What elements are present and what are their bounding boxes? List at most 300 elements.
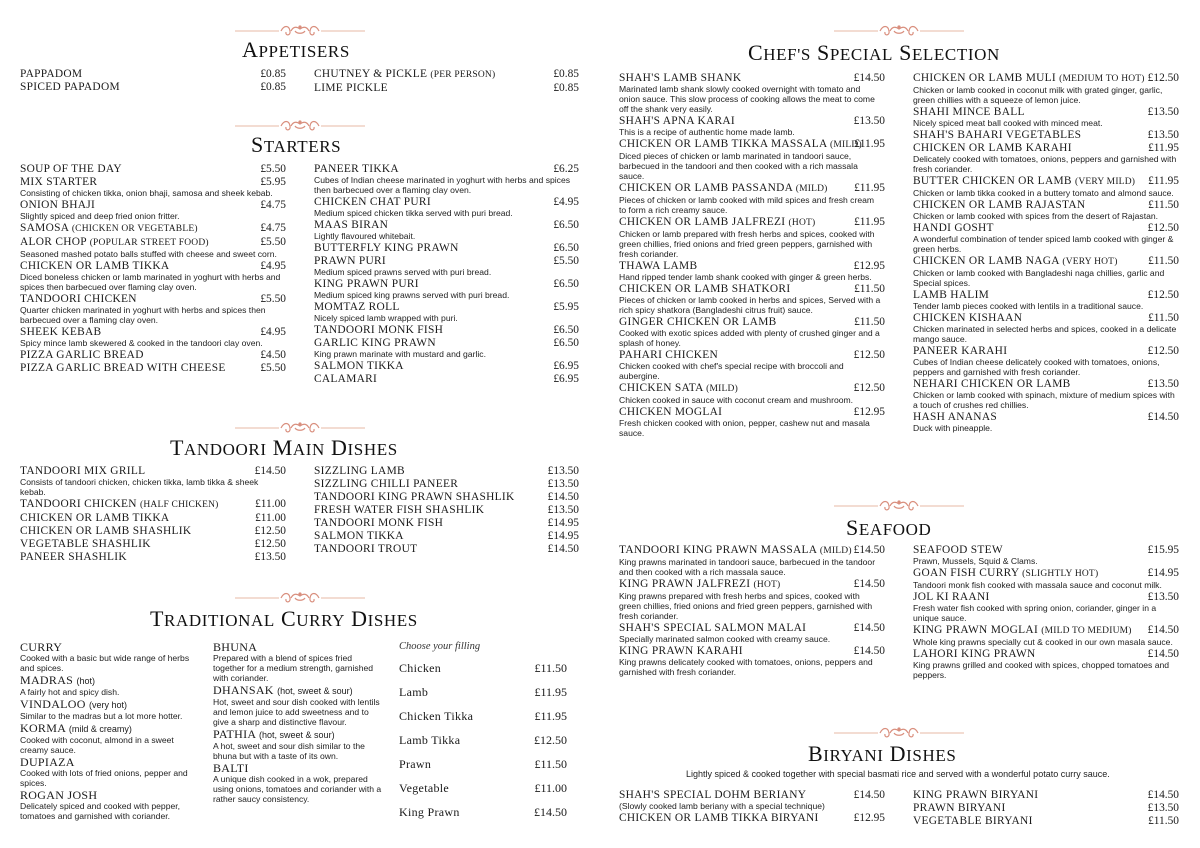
dish-name-text: BUTTER CHICKEN OR LAMB [913,175,1072,187]
dish-price: £12.95 [853,260,885,272]
filling-row [399,757,567,781]
dish-name [20,538,286,550]
curry-style [213,641,385,683]
dish-name [619,216,885,229]
dish-name-text: TANDOORI CHICKEN [20,498,137,510]
dish-name-text: CHICKEN OR LAMB RAJASTAN [913,199,1086,211]
dish-name-text: SHEEK KEBAB [20,326,102,338]
menu-item [314,478,579,490]
dish-name [20,525,286,537]
dish-price: £0.85 [260,81,286,93]
dish-name-text: PANEER SHASHLIK [20,551,127,563]
filling-name: Lamb [399,685,429,699]
dish-name [314,504,579,516]
dish-name [913,591,1179,603]
ornament-divider [235,119,365,133]
dish-name [619,789,885,801]
dish-name-text: TANDOORI MONK FISH [314,517,444,529]
dish-name-text: CHICKEN CHAT PURI [314,196,431,208]
dish-heat-note: (MILD) [795,184,828,194]
chef-special-right [913,72,1179,434]
menu-item [314,373,579,385]
dish-name [20,293,286,305]
curry-style-description: Cooked with coconut, almond in a sweet creamy sauce. [20,735,174,755]
dish-name-text: SHAH'S SPECIAL SALMON MALAI [619,622,807,634]
curry-style-description: Cooked with lots of fried onions, pepper and spices. [20,768,188,788]
filling-row [399,733,567,757]
filling-name: Chicken [399,661,442,675]
curry-style [20,674,192,697]
filling-list [399,661,567,829]
dish-name [20,551,286,563]
dish-price: £6.25 [553,163,579,175]
dish-price: £6.50 [553,324,579,336]
dish-price: £5.50 [260,362,286,374]
curry-style-name-text: DHANSAK [213,683,274,697]
dish-name-text: CALAMARI [314,373,378,385]
curry-style-name-text: MADRAS [20,673,74,687]
dish-price: £11.95 [854,216,885,228]
dish-name [314,465,579,477]
menu-item [314,530,579,542]
filling-row [399,805,567,829]
dish-description: Diced pieces of chicken or lamb marinated in tandoori sauce, barbecued in the tandoori and then cooked with a rich massala sauce. [619,151,858,181]
dish-name-text: CHICKEN OR LAMB SHASHLIK [20,525,192,537]
dish-name [20,222,286,235]
dish-price: £11.50 [854,316,885,328]
menu-item [913,378,1179,410]
dish-name [314,196,579,208]
dish-name [913,544,1179,556]
dish-subtitle: (Slowly cooked lamb beriany with a special technique) [619,801,825,811]
dish-price: £14.50 [853,645,885,657]
menu-item [314,517,579,529]
dish-price: £5.95 [260,176,286,188]
menu-item [20,538,286,550]
menu-item [314,255,579,277]
dish-name-text: VEGETABLE SHASHLIK [20,538,151,550]
dish-name-text: CHICKEN OR LAMB MULI [913,72,1057,84]
dish-name [619,138,885,151]
appetisers-heading: APPETISERS [242,37,350,62]
dish-heat-note: (HALF CHICKEN) [140,500,219,510]
dish-description: Tandoori monk fish cooked with massala sauce and coconut milk. [913,580,1162,590]
dish-name-text: SAMOSA [20,222,69,234]
dish-price: £11.50 [854,283,885,295]
dish-name [913,378,1179,390]
menu-item [619,544,885,577]
menu-item [314,82,579,94]
dish-description: Chicken or lamb cooked with Bangladeshi naga chillies, garlic and Special spices. [913,268,1165,288]
dish-name-text: CHICKEN OR LAMB KARAHI [913,142,1072,154]
dish-name [913,175,1179,188]
dish-name-text: PIZZA GARLIC BREAD [20,349,144,361]
menu-item [913,175,1179,198]
dish-price: £11.95 [1148,175,1179,187]
dish-name [619,578,885,591]
dish-description: Whole king prawns specially cut & cooked in our own masala sauce. [913,637,1173,647]
filling-price: £11.95 [534,709,567,723]
curry-style-name [213,684,385,697]
dish-name [619,812,885,824]
dish-name-text: SHAH'S SPECIAL DOHM BERIANY [619,789,807,801]
dish-name [913,129,1179,141]
menu-item [314,301,579,323]
dish-name-text: GOAN FISH CURRY [913,567,1019,579]
dish-price: £5.50 [260,236,286,248]
dish-name-text: LAHORI KING PRAWN [913,648,1036,660]
curry-style-name [213,762,385,774]
chef-special-heading: CHEF'S SPECIAL SELECTION [748,40,1000,65]
filling-name: King Prawn [399,805,460,819]
dish-name-text: MOMTAZ ROLL [314,301,400,313]
biryani-right [913,789,1179,828]
menu-item [314,360,579,372]
dish-name-text: PRAWN BIRYANI [913,802,1006,814]
dish-name-text: KING PRAWN MOGLAI [913,624,1039,636]
appetisers-left [20,68,286,94]
dish-price: £11.00 [255,512,286,524]
dish-description: Cubes of Indian cheese delicately cooked with tomatoes, onions, peppers and garnished with fresh coriander. [913,357,1160,377]
curry-style-name-text: KORMA [20,721,66,735]
ornament-divider [834,726,964,740]
dish-name-text: CHICKEN OR LAMB SHATKORI [619,283,791,295]
dish-name-text: PANEER TIKKA [314,163,399,175]
dish-description: Consisting of chicken tikka, onion bhaji, samosa and sheek kebab. [20,188,273,198]
dish-name [20,68,286,80]
dish-description: Seasoned mashed potato balls stuffed with cheese and sweet corn. [20,249,277,259]
dish-name-text: HASH ANANAS [913,411,997,423]
curry-style-name-text: VINDALOO [20,697,86,711]
curry-style [20,722,192,755]
dish-name-text: CHICKEN OR LAMB JALFREZI [619,216,786,228]
dish-name [314,517,579,529]
menu-item [913,802,1179,814]
dish-name-text: CHICKEN OR LAMB PASSANDA [619,182,793,194]
dish-name [314,373,579,385]
dish-name [314,360,579,372]
filling-price: £11.50 [534,757,567,771]
dish-description: Tender lamb pieces cooked with lentils in a traditional sauce. [913,301,1144,311]
dish-price: £11.50 [1148,312,1179,324]
dish-name-text: TANDOORI KING PRAWN MASSALA [619,544,817,556]
dish-name [20,465,286,477]
dish-name [619,316,885,328]
menu-item [619,812,885,824]
dish-name-text: PAPPADOM [20,68,83,80]
dish-description: Marinated lamb shank slowly cooked overnight with tomato and onion sauce. This slow process of cooking allows the meat to come off the shank very easily. [619,84,875,114]
menu-item [314,278,579,300]
dish-description: King prawns grilled and cooked with spices, chopped tomatoes and peppers. [913,660,1170,680]
dish-price: £14.50 [853,622,885,634]
menu-item [20,512,286,524]
menu-item [913,815,1179,827]
curry-style [213,762,385,804]
dish-name [913,72,1179,85]
dish-name [619,283,885,295]
dish-description: Chicken marinated in selected herbs and spices, cooked in a delicate mango sauce. [913,324,1177,344]
dish-name [314,301,579,313]
dish-name-text: KING PRAWN KARAHI [619,645,743,657]
menu-item [619,72,885,114]
dish-name [913,289,1179,301]
dish-heat-note: (VERY MILD) [1074,177,1136,187]
dish-description: Chicken or lamb cooked with spinach, mixture of medium spices with a touch of crushes red chillies. [913,390,1175,410]
dish-name [913,255,1179,268]
dish-name [619,349,885,361]
appetisers-right [314,68,579,95]
menu-item [20,525,286,537]
dish-name [913,199,1179,211]
dish-name-text: CHICKEN OR LAMB TIKKA [20,512,170,524]
curry-style-name [20,698,192,711]
filling-name: Prawn [399,757,432,771]
dish-name-text: TANDOORI KING PRAWN SHASHLIK [314,491,515,503]
dish-price: £14.50 [254,465,286,477]
dish-description: Spicy mince lamb skewered & cooked in the tandoori clay oven. [20,338,263,348]
filling-price: £11.50 [534,661,567,675]
dish-price: £4.95 [260,326,286,338]
dish-name-text: TANDOORI CHICKEN [20,293,137,305]
biryani-intro: Lightly spiced & cooked together with special basmati rice and served with a wonderful potato curry sauce. [686,769,1110,779]
dish-description: Cubes of Indian cheese marinated in yoghurt with herbs and spices then barbecued over a flaming clay oven. [314,175,571,195]
menu-item [314,504,579,516]
curry-style-name [20,674,192,687]
dish-name-text: SHAH'S BAHARI VEGETABLES [913,129,1082,141]
menu-item [619,216,885,259]
dish-heat-note: (MILD) [830,140,862,150]
menu-item [913,312,1179,344]
menu-item [913,255,1179,288]
dish-description: Slightly spiced and deep fried onion fritter. [20,211,180,221]
dish-description: Prawn, Mussels, Squid & Clams. [913,556,1038,566]
dish-name-text: HANDI GOSHT [913,222,994,234]
curry-style-name-text: DUPIAZA [20,755,75,769]
ornament-divider [235,24,365,38]
menu-item [619,406,885,438]
ornament-divider [834,24,964,38]
dish-name-text: TANDOORI MONK FISH [314,324,444,336]
dish-description: King prawns prepared with fresh herbs and spices, cooked with green chillies, fried onions and fried green peppers, garnished with fresh coriander. [619,591,873,621]
ornament-divider [235,591,365,605]
dish-description: Pieces of chicken or lamb cooked with mild spices and fresh cream to form a rich creamy sauce. [619,195,875,215]
curry-style-name [213,728,385,741]
menu-item [913,544,1179,566]
dish-price: £11.95 [854,138,885,150]
dish-price: £12.50 [1147,289,1179,301]
menu-item [913,624,1179,647]
curry-style-description: A hot, sweet and sour dish similar to the bhuna but with a taste of its own. [213,741,365,761]
dish-name [913,802,1179,814]
menu-item [314,491,579,503]
dish-price: £13.50 [1147,591,1179,603]
dish-description: A wonderful combination of tender spiced lamb cooked with ginger & green herbs. [913,234,1174,254]
dish-price: £14.50 [853,578,885,590]
dish-name [314,324,579,336]
dish-description: King prawns marinated in tandoori sauce, barbecued in the tandoor and then cooked with a rich massala sauce. [619,557,876,577]
dish-description: Chicken or lamb cooked in coconut milk with grated ginger, garlic, green chillies with a squeeze of lemon juice. [913,85,1163,105]
curry-heading: TRADITIONAL CURRY DISHES [150,606,418,631]
menu-item [314,337,579,359]
dish-price: £14.50 [1147,624,1179,636]
dish-name [314,543,579,555]
curry-style-description: Similar to the madras but a lot more hotter. [20,711,183,721]
dish-price: £12.50 [254,525,286,537]
menu-item [20,465,286,497]
dish-name [20,199,286,211]
dish-name [913,312,1179,324]
seafood-right [913,544,1179,681]
menu-item [314,219,579,241]
dish-price: £11.50 [1148,199,1179,211]
menu-item [619,316,885,348]
dish-price: £0.85 [553,68,579,80]
dish-price: £12.50 [1147,222,1179,234]
curry-fillings [399,641,567,829]
dish-price: £12.95 [853,812,885,824]
dish-name [20,236,286,249]
menu-item [20,498,286,511]
dish-price: £13.50 [1147,106,1179,118]
dish-description: This is a recipe of authentic home made lamb. [619,127,795,137]
dish-name-text: ONION BHAJI [20,199,96,211]
dish-name [913,789,1179,801]
menu-item [20,176,286,198]
curry-heat-note: (hot, sweet & sour) [259,730,335,740]
dish-name [913,345,1179,357]
dish-price: £4.75 [260,199,286,211]
dish-description: Delicately cooked with tomatoes, onions, peppers and garnished with fresh coriander. [913,154,1177,174]
curry-style [20,698,192,721]
dish-heat-note: (SLIGHTLY HOT) [1022,569,1099,579]
dish-name-text: NEHARI CHICKEN OR LAMB [913,378,1071,390]
dish-price: £5.95 [553,301,579,313]
dish-name-text: THAWA LAMB [619,260,698,272]
menu-item [619,645,885,677]
dish-price: £11.95 [1148,142,1179,154]
curry-style-description: A fairly hot and spicy dish. [20,687,120,697]
dish-price: £11.50 [1148,255,1179,267]
dish-heat-note: (MILD) [706,384,738,394]
dish-price: £14.50 [853,789,885,801]
menu-item [913,72,1179,105]
menu-item [20,81,286,93]
dish-name [314,278,579,290]
menu-item [314,324,579,336]
dish-name [619,406,885,418]
dish-name-text: KING PRAWN JALFREZI [619,578,751,590]
curry-style-description: Cooked with a basic but wide range of herbs and spices. [20,653,190,673]
menu-item [314,163,579,195]
dish-description: King prawns delicately cooked with tomatoes, onions, peppers and garnished with fresh coriander. [619,657,873,677]
dish-price: £14.50 [547,491,579,503]
dish-name [314,68,579,81]
dish-heat-note: (POPULAR STREET FOOD) [89,238,209,248]
menu-item [314,543,579,555]
curry-style [213,728,385,761]
menu-item [619,138,885,181]
dish-name [619,382,885,395]
dish-description: Fresh chicken cooked with onion, pepper, cashew nut and masala sauce. [619,418,870,438]
dish-name-text: SHAHI MINCE BALL [913,106,1025,118]
filling-name: Lamb Tikka [399,733,461,747]
dish-name-text: LIME PICKLE [314,82,388,94]
dish-price: £12.95 [853,406,885,418]
dish-name [619,182,885,195]
dish-name-text: MAAS BIRAN [314,219,389,231]
dish-description: Chicken or lamb prepared with fresh herbs and spices, cooked with green chillies, fried onions and fried green peppers, garnished with fresh coriander. [619,229,875,259]
curry-heat-note: (hot) [76,676,95,686]
dish-name-text: FRESH WATER FISH SHASHLIK [314,504,485,516]
dish-price: £14.95 [547,530,579,542]
dish-price: £4.75 [260,222,286,234]
dish-description: Lightly flavoured whitebait. [314,231,416,241]
menu-item [913,199,1179,221]
dish-price: £5.50 [260,163,286,175]
menu-item [20,362,286,374]
menu-item [314,465,579,477]
dish-description: Chicken or lamb cooked with spices from the desert of Rajastan. [913,211,1159,221]
dish-name [20,260,286,272]
dish-price: £4.95 [260,260,286,272]
dish-name [314,530,579,542]
dish-price: £11.00 [255,498,286,510]
dish-heat-note: (VERY HOT) [1062,257,1118,267]
dish-heat-note: (HOT) [753,580,781,590]
curry-style [20,641,192,673]
dish-name-text: PIZZA GARLIC BREAD WITH CHEESE [20,362,226,374]
dish-name [913,106,1179,118]
dish-name [20,176,286,188]
curry-style-name [20,641,192,653]
dish-price: £14.95 [547,517,579,529]
dish-price: £4.50 [260,349,286,361]
dish-name [314,491,579,503]
dish-name-text: PAHARI CHICKEN [619,349,719,361]
dish-name [314,337,579,349]
dish-name-text: KING PRAWN PURI [314,278,419,290]
tandoori-heading: TANDOORI MAIN DISHES [170,435,398,460]
dish-description: Quarter chicken marinated in yoghurt with herbs and spices then barbecued over a flaming clay oven. [20,305,266,325]
chef-special-left [619,72,885,439]
filling-price: £14.50 [534,805,567,819]
menu-item [619,182,885,215]
menu-item [619,115,885,137]
curry-style-name [20,789,192,801]
curry-style-name [213,641,385,653]
seafood-heading: SEAFOOD [846,515,932,540]
dish-name [913,648,1179,660]
dish-name-text: VEGETABLE BIRYANI [913,815,1033,827]
dish-description: Diced boneless chicken or lamb marinated in yoghurt with herbs and spices then barbecued over flaming clay oven. [20,272,281,292]
dish-name [913,624,1179,637]
menu-item [314,242,579,254]
dish-name-text: LAMB HALIM [913,289,990,301]
dish-description: Cooked with exotic spices added with plenty of crushed ginger and a splash of honey. [619,328,880,348]
dish-name [619,645,885,657]
dish-name-text: CHICKEN OR LAMB TIKKA [20,260,170,272]
menu-item [913,106,1179,128]
menu-item [913,789,1179,801]
dish-price: £6.50 [553,337,579,349]
curry-col2 [213,641,385,805]
dish-price: £14.50 [1147,411,1179,423]
dish-price: £12.50 [1147,345,1179,357]
menu-item [20,236,286,259]
dish-name-text: SALMON TIKKA [314,360,404,372]
dish-description: Medium spiced prawns served with puri bread. [314,267,492,277]
curry-style-name-text: CURRY [20,640,63,654]
